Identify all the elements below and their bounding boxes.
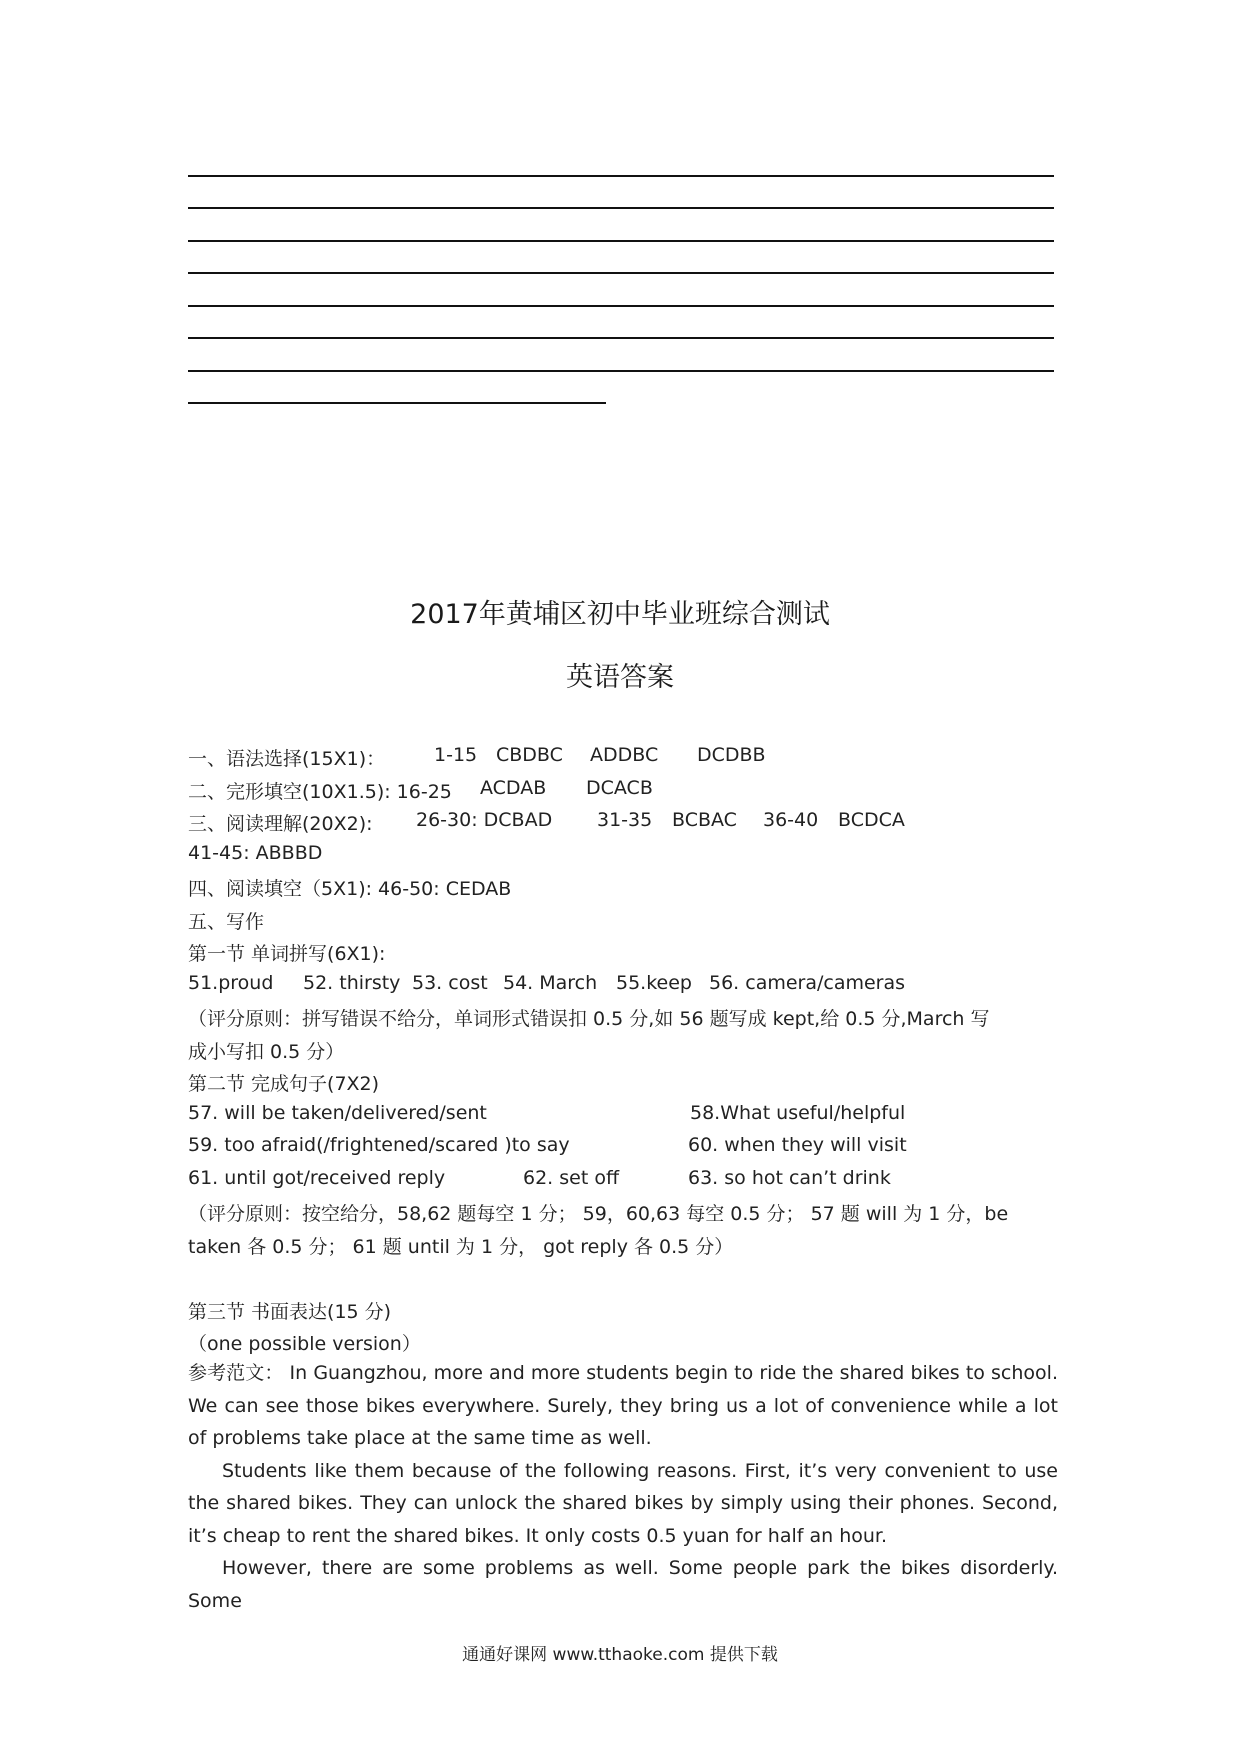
section3-range-c: 36-40	[763, 809, 819, 831]
part2-heading: 第二节 完成句子(7X2)	[188, 1073, 380, 1095]
section3-label: 三、阅读理解(20X2):	[188, 813, 373, 835]
part2-answer-58: 58.What useful/helpful	[690, 1102, 906, 1124]
section2-answer-a: ACDAB	[480, 777, 547, 799]
section4-label: 四、阅读填空（5X1): 46-50: CEDAB	[188, 878, 512, 900]
part2-answer-57: 57. will be taken/delivered/sent	[188, 1102, 487, 1124]
part2-answer-62: 62. set off	[523, 1167, 620, 1189]
section3-answer-a: 26-30: DCBAD	[416, 809, 553, 831]
section1-answer-b: ADDBC	[590, 744, 659, 766]
part2-note-2: taken 各 0.5 分； 61 题 until 为 1 分， got reply 各 0.5 分）	[188, 1236, 734, 1258]
writing-line-short	[188, 402, 606, 404]
writing-line	[188, 240, 1054, 242]
section1-label: 一、语法选择(15X1)：	[188, 748, 386, 770]
writing-line	[188, 175, 1054, 177]
essay-paragraph-3: However, there are some problems as well. Some people park the bikes disorderly. Some	[188, 1557, 1058, 1612]
part1-note-1: （评分原则：拼写错误不给分，单词形式错误扣 0.5 分,如 56 题写成 kept,给 0.5 分,March 写	[188, 1008, 990, 1030]
writing-line	[188, 337, 1054, 339]
part1-answer-53: 53. cost	[412, 972, 488, 994]
model-essay	[188, 1357, 1058, 1617]
section3-range-b: 31-35	[597, 809, 653, 831]
part3-heading: 第三节 书面表达(15 分)	[188, 1301, 392, 1323]
writing-line	[188, 272, 1054, 274]
part2-answer-60: 60. when they will visit	[688, 1134, 907, 1156]
part2-answer-63: 63. so hot can’t drink	[688, 1167, 891, 1189]
part1-heading: 第一节 单词拼写(6X1):	[188, 943, 386, 965]
part2-answer-59: 59. too afraid(/frightened/scared )to say	[188, 1134, 570, 1156]
section1-answer-c: DCDBB	[697, 744, 766, 766]
part1-answer-52: 52. thirsty	[303, 972, 401, 994]
essay-paragraph-2: Students like them because of the following reasons. First, it’s very convenient to use the shared bikes. They can unlock the shared bikes by simply using their phones. Second, it’s cheap to rent the shared bikes. It only costs 0.5 yuan for half an hour.	[188, 1459, 1058, 1547]
section3-answer-d: 41-45: ABBBD	[188, 842, 323, 864]
essay-paragraph-1: 参考范文： In Guangzhou, more and more students begin to ride the shared bikes to school. We can see those bikes everywhere. Surely, they bring us a lot of convenience while a lot of problems take place at the same time as well.	[188, 1362, 1058, 1449]
part1-answer-54: 54. March	[503, 972, 598, 994]
part2-note-1: （评分原则：按空给分，58,62 题每空 1 分； 59，60,63 每空 0.5 分； 57 题 will 为 1 分，be	[188, 1203, 1009, 1225]
page-subtitle: 英语答案	[566, 662, 674, 693]
section1-range: 1-15	[434, 744, 478, 766]
part2-answer-61: 61. until got/received reply	[188, 1167, 446, 1189]
part1-note-2: 成小写扣 0.5 分）	[188, 1041, 345, 1063]
footer-credit: 通通好课网 www.tthaoke.com 提供下载	[462, 1645, 778, 1665]
part1-answer-55: 55.keep	[616, 972, 692, 994]
section5-label: 五、写作	[188, 911, 265, 933]
section2-label: 二、完形填空(10X1.5): 16-25	[188, 781, 452, 803]
part1-answer-56: 56. camera/cameras	[709, 972, 906, 994]
part3-version: （one possible version）	[188, 1333, 421, 1355]
section3-answer-c: BCDCA	[838, 809, 905, 831]
section2-answer-b: DCACB	[586, 777, 653, 799]
page-title: 2017年黄埔区初中毕业班综合测试	[410, 599, 830, 630]
writing-line	[188, 305, 1054, 307]
part1-answer-51: 51.proud	[188, 972, 274, 994]
section3-answer-b: BCBAC	[672, 809, 737, 831]
section1-answer-a: CBDBC	[496, 744, 563, 766]
writing-line	[188, 370, 1054, 372]
section1-row	[188, 744, 385, 771]
writing-line	[188, 207, 1054, 209]
